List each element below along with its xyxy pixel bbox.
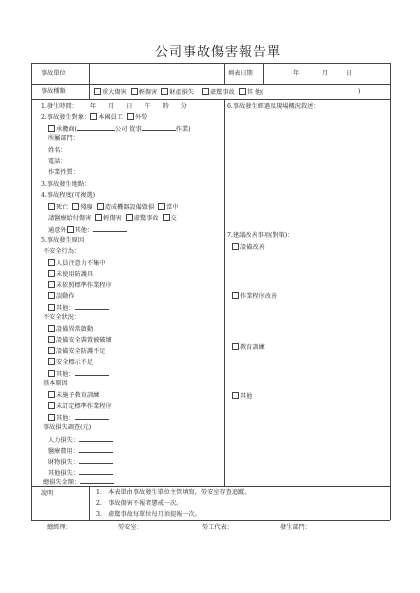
unsafe-act-label-4: 誤動作	[56, 293, 75, 300]
occur-time-minute: 分	[180, 103, 187, 110]
occur-time-year: 年	[89, 103, 97, 110]
occur-time-day: 日	[126, 103, 133, 110]
date-day-label: 日	[346, 70, 353, 77]
unsafe-act-label-2: 未使用防護具	[56, 271, 94, 278]
type-other-label: 其 他(	[246, 89, 264, 96]
type-other-checkbox[interactable]	[239, 88, 246, 95]
type-nearmiss-checkbox[interactable]	[202, 88, 209, 95]
occur-time-row	[41, 103, 187, 111]
unsafe-cond-other-field[interactable]	[75, 369, 109, 376]
basic-cause-item	[48, 413, 109, 423]
unsafe-cond-label-1: 設備異常啟動	[56, 326, 94, 333]
loss-property-field[interactable]	[79, 457, 113, 464]
cause-label: 5.事故發生原因	[41, 237, 85, 244]
unsafe-cond-label-5: 其他：	[56, 371, 75, 378]
process-field[interactable]	[227, 113, 387, 225]
improve-other-label: 其他	[240, 393, 253, 400]
basic-cause-item	[48, 402, 112, 411]
unsafe-act-other-field[interactable]	[75, 303, 109, 310]
name-label: 姓名：	[48, 147, 67, 154]
date-year-label: 年	[293, 70, 300, 77]
location-label: 3.事故發生地點：	[41, 181, 91, 188]
basic-cause-label-3: 其他：	[56, 415, 75, 422]
note-item-1: 1. 本表單由事故發生單位主管填寫，勞安室存查追蹤。	[96, 489, 251, 496]
frame-notes-divider	[89, 486, 90, 520]
degree-other-field[interactable]	[93, 225, 127, 232]
occur-time-hour: 時	[162, 103, 169, 110]
unsafe-cond-label-4: 安全標示不足	[56, 359, 94, 366]
unsafe-act-item	[48, 303, 109, 313]
unsafe-act-item	[48, 281, 112, 290]
occur-time-ampm: 午	[144, 103, 151, 110]
contractor-work-label: 作業)	[175, 126, 191, 133]
improve-item	[232, 292, 277, 301]
contractor-prefix: 承攬商(	[56, 126, 77, 133]
unsafe-cond-checkbox-4[interactable]	[48, 358, 55, 365]
signature-labor-rep: 勞工代表：	[202, 524, 233, 531]
improve-item	[232, 343, 265, 352]
loss-other-field[interactable]	[79, 468, 113, 475]
improve-equipment-label: 設備改善	[240, 244, 265, 251]
improve-item	[232, 392, 252, 401]
total-loss-field[interactable]	[80, 477, 114, 484]
degree-fire-checkbox[interactable]	[158, 203, 165, 210]
unsafe-cond-item	[48, 347, 106, 356]
form-title: 公司事故傷害報告單	[155, 45, 282, 60]
basic-cause-checkbox-3[interactable]	[48, 414, 55, 421]
object-foreign-label: 外勞	[134, 114, 148, 121]
improve-procedure-checkbox[interactable]	[232, 292, 239, 299]
basic-cause-label-1: 未施予教育訓練	[56, 392, 100, 399]
dept-label: 所屬部門：	[48, 135, 79, 142]
signature-general-manager: 總經理：	[47, 524, 72, 531]
object-foreign-checkbox[interactable]	[127, 113, 134, 120]
degree-equipment-label: 造成機器設備毀損	[104, 204, 155, 211]
basic-cause-label-2: 未訂定標準作業程序	[56, 403, 112, 410]
unsafe-cond-item	[48, 336, 112, 345]
loss-label: 事故損失調查(元)	[43, 424, 92, 431]
improve-training-label: 教育訓練	[240, 344, 265, 351]
degree-traffic-label-cont: 通意外	[48, 227, 67, 234]
degree-disability-checkbox[interactable]	[72, 203, 79, 210]
improve-item	[232, 243, 265, 252]
unsafe-act-item	[48, 292, 75, 301]
contractor-row	[48, 124, 191, 134]
total-loss-label: 總損失金額：	[43, 479, 81, 486]
loss-medical-field[interactable]	[79, 446, 113, 453]
unsafe-cond-label-2: 設備安全裝置被破壞	[56, 337, 112, 344]
frame-label-divider	[89, 63, 90, 99]
nature-label: 作業性質：	[48, 169, 79, 176]
contractor-work-field[interactable]	[142, 124, 176, 131]
loss-item	[48, 435, 113, 445]
degree-nearmiss-checkbox[interactable]	[126, 214, 133, 221]
basic-cause-item	[48, 391, 99, 400]
degree-equipment-checkbox[interactable]	[97, 203, 104, 210]
contractor-company-label: 公司	[114, 126, 128, 133]
improve-procedure-label: 作業程序改善	[240, 293, 278, 300]
degree-disability-label: 殘廢	[80, 204, 93, 211]
date-month-label: 月	[322, 70, 329, 77]
loss-manpower-label: 人力損失：	[48, 437, 79, 444]
type-label: 事故種類	[41, 88, 66, 95]
degree-fire-label: 當中	[166, 204, 179, 211]
degree-label: 4.事故程度(可複選)	[41, 192, 96, 199]
frame-left	[31, 63, 32, 520]
unsafe-act-item	[48, 259, 106, 268]
note-item-2: 2. 事故傷害不報者懲戒一次。	[96, 500, 183, 507]
degree-nearmiss-label: 虛驚事故	[133, 215, 159, 222]
degree-death-checkbox[interactable]	[48, 203, 55, 210]
process-label: 6.事故發生經過及現場概況敘述：	[227, 103, 320, 110]
phone-label: 電話：	[48, 158, 67, 165]
occur-time-month: 月	[108, 103, 115, 110]
type-major-label: 重大傷害	[102, 89, 127, 96]
type-options	[94, 88, 263, 97]
unsafe-act-label-3: 未依照標準作業程序	[56, 282, 112, 289]
contractor-company-field[interactable]	[77, 124, 115, 131]
unsafe-act-checkbox-4[interactable]	[48, 292, 55, 299]
type-major-checkbox[interactable]	[94, 88, 101, 95]
basic-cause-label: 基本原因	[43, 380, 68, 387]
degree-traffic-label: 交	[170, 215, 177, 222]
unsafe-act-checkbox-2[interactable]	[48, 270, 55, 277]
frame-top	[31, 63, 390, 64]
improve-label: 7.建議改善事項(對策)：	[227, 232, 294, 239]
degree-other-checkbox[interactable]	[67, 226, 74, 233]
frame-row-divider-1	[31, 84, 390, 85]
unit-label: 事故單位	[41, 70, 66, 77]
object-label: 2.事故發生對象：	[41, 114, 91, 121]
total-loss-row	[43, 477, 114, 487]
degree-row-2	[48, 214, 177, 223]
frame-row-divider-2	[31, 99, 390, 100]
loss-property-label: 財物損失：	[48, 459, 79, 466]
degree-row-1	[48, 203, 179, 212]
basic-cause-checkbox-1[interactable]	[48, 391, 55, 398]
type-minor-checkbox[interactable]	[131, 88, 138, 95]
date-label: 填表日期	[228, 70, 253, 77]
loss-other-label: 其他損失：	[48, 470, 79, 477]
unsafe-cond-label: 不安全狀況：	[43, 314, 81, 321]
unsafe-cond-item	[48, 358, 93, 367]
degree-medical-label: 請醫療給付傷害	[48, 215, 92, 222]
unsafe-cond-checkbox-3[interactable]	[48, 347, 55, 354]
unsafe-act-checkbox-3[interactable]	[48, 281, 55, 288]
degree-row-3	[48, 225, 127, 235]
improve-equipment-checkbox[interactable]	[232, 243, 239, 250]
basic-cause-other-field[interactable]	[75, 413, 109, 420]
unsafe-act-item	[48, 270, 93, 279]
unsafe-act-checkbox-1[interactable]	[48, 259, 55, 266]
unsafe-cond-checkbox-5[interactable]	[48, 370, 55, 377]
degree-minor-checkbox[interactable]	[95, 214, 102, 221]
unsafe-cond-item	[48, 369, 109, 379]
unsafe-cond-checkbox-2[interactable]	[48, 336, 55, 343]
degree-other-label: 其他：	[74, 227, 94, 234]
object-own-checkbox[interactable]	[90, 113, 97, 120]
contractor-engaged-label: 從事	[129, 126, 142, 133]
signature-safety-office: 勞安室：	[118, 524, 143, 531]
type-nearmiss-label: 虛驚事故	[209, 89, 235, 96]
loss-medical-label: 醫療費用：	[48, 448, 79, 455]
unsafe-cond-item	[48, 325, 93, 334]
improve-training-checkbox[interactable]	[232, 343, 239, 350]
degree-traffic-checkbox[interactable]	[163, 214, 170, 221]
unsafe-act-label-1: 人員注意力不集中	[56, 260, 106, 267]
unsafe-act-checkbox-5[interactable]	[48, 304, 55, 311]
contractor-checkbox[interactable]	[48, 125, 55, 132]
degree-death-label: 死亡	[56, 204, 69, 211]
unsafe-act-label: 不安全行為：	[43, 248, 81, 255]
frame-column-divider	[224, 99, 225, 486]
basic-cause-checkbox-2[interactable]	[48, 402, 55, 409]
signature-dept: 發生部門：	[280, 524, 311, 531]
degree-minor-label: 輕傷害	[103, 215, 122, 222]
type-property-checkbox[interactable]	[161, 88, 168, 95]
notes-label: 說明	[41, 490, 54, 497]
note-item-3: 3. 虛驚事故每單位每月須提報一次。	[96, 511, 201, 518]
object-row	[41, 113, 147, 122]
frame-date-divider-right	[263, 63, 264, 84]
type-other-close: )	[358, 88, 361, 95]
type-minor-label: 輕傷害	[138, 89, 158, 96]
improve-other-checkbox[interactable]	[232, 392, 239, 399]
frame-notes-bottom	[31, 520, 390, 521]
occur-time-label: 1.發生時間：	[41, 103, 78, 110]
loss-item	[48, 446, 113, 456]
loss-item	[48, 457, 113, 467]
unsafe-act-label-5: 其他：	[56, 305, 75, 312]
frame-right	[390, 63, 391, 520]
frame-date-divider-left	[224, 63, 225, 84]
unit-field[interactable]	[92, 65, 221, 82]
unsafe-cond-checkbox-1[interactable]	[48, 325, 55, 332]
type-property-label: 財產損失	[169, 89, 194, 96]
loss-manpower-field[interactable]	[79, 435, 113, 442]
unsafe-cond-label-3: 設備安全防護不足	[56, 348, 106, 355]
object-own-label: 本國員工	[98, 114, 123, 121]
